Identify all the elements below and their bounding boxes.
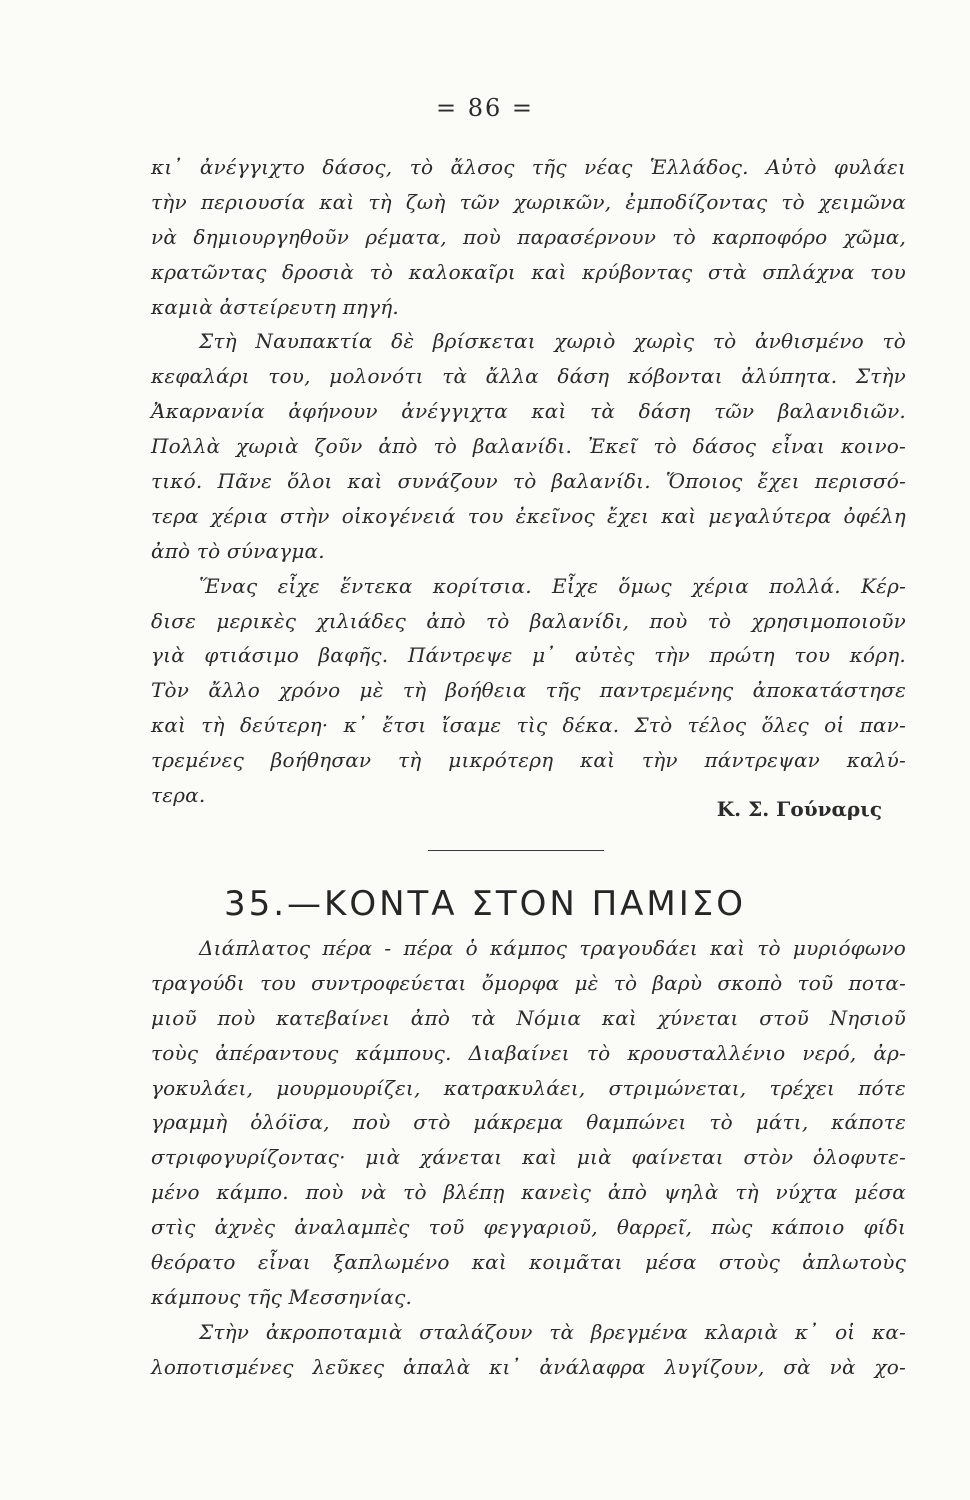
text-line: τρεμένες βοήθησαν τὴ μικρότερη καὶ τὴν πάντρεψαν καλύ- <box>151 748 906 773</box>
text-line: Στὴ Ναυπακτία δὲ βρίσκεται χωριὸ χωρὶς τὸ ἀνθισμένο τὸ <box>199 329 906 354</box>
text-line: τικό. Πᾶνε ὅλοι καὶ συνάζουν τὸ βαλανίδι. Ὅποιος ἔχει περισσό- <box>151 469 906 494</box>
text-line: μιοῦ ποὺ κατεβαίνει ἀπὸ τὰ Νόμια καὶ χύνεται στοῦ Νησιοῦ <box>151 1005 906 1030</box>
text-line: κι᾽ ἀνέγγιχτο δάσος, τὸ ἄλσος τῆς νέας Ἑλλάδος. Αὐτὸ φυλάει <box>151 155 906 179</box>
section-heading: 35.—ΚΟΝΤΑ ΣΤΟΝ ΠΑΜΙΣΟ <box>223 884 747 924</box>
article-body <box>151 931 906 1385</box>
text-line: νὰ δημιουργηθοῦν ρέματα, ποὺ παρασέρνουν τὸ καρποφόρο χῶμα, <box>151 224 906 249</box>
text-line: τερα χέρια στὴν οἰκογένειά του ἐκεῖνος ἔχει καὶ μεγαλύτερα ὀφέλη <box>151 503 906 528</box>
text-line: κεφαλάρι του, μολονότι τὰ ἄλλα δάση κόβονται ἀλύπητα. Στὴν <box>151 364 906 389</box>
text-line: γοκυλάει, μουρμουρίζει, κατρακυλάει, στριμώνεται, τρέχει πότε <box>151 1075 906 1100</box>
text-line: γιὰ φτιάσιμο βαφῆς. Πάντρεψε μ᾽ αὐτὲς τὴν πρώτη του κόρη. <box>151 643 906 668</box>
text-line: στριφογυρίζοντας· μιὰ χάνεται καὶ μιὰ φαίνεται στὸν ὁλοφυτε- <box>151 1145 906 1170</box>
text-line: Διάπλατος πέρα - πέρα ὁ κάμπος τραγουδάει καὶ τὸ μυριόφωνο <box>199 936 906 960</box>
section-divider <box>428 850 604 851</box>
text-line: μένο κάμπο. ποὺ νὰ τὸ βλέπῃ κανεὶς ἀπὸ ψηλὰ τὴ νύχτα μέσα <box>151 1180 906 1205</box>
text-line: δισε μερικὲς χιλιάδες ἀπὸ τὸ βαλανίδι, ποὺ τὸ χρησιμοποιοῦν <box>151 608 906 633</box>
author-signature: Κ. Σ. Γούναρις <box>716 797 882 821</box>
text-line: τοὺς ἀπέραντους κάμπους. Διαβαίνει τὸ κρουσταλλένιο νερό, ἀρ- <box>151 1040 906 1065</box>
text-line: Πολλὰ χωριὰ ζοῦν ἀπὸ τὸ βαλανίδι. Ἐκεῖ τὸ δάσος εἶναι κοινο- <box>151 434 906 459</box>
text-line: θεόρατο εἶναι ξαπλωμένο καὶ κοιμᾶται μέσα στοὺς ἁπλωτοὺς <box>151 1250 906 1275</box>
text-line: καμιὰ ἀστείρευτη πηγή. <box>151 294 399 319</box>
text-line: Ἕνας εἶχε ἕντεκα κορίτσια. Εἶχε ὅμως χέρια πολλά. Κέρ- <box>199 573 906 598</box>
page-number: = 86 = <box>435 94 534 122</box>
text-line: γραμμὴ ὁλόϊσα, ποὺ στὸ μάκρεμα θαμπώνει τὸ μάτι, κάποτε <box>151 1110 906 1135</box>
text-line: τὴν περιουσία καὶ τὴ ζωὴ τῶν χωρικῶν, ἐμποδίζοντας τὸ χειμῶνα <box>151 189 906 214</box>
text-line: στὶς ἀχνὲς ἀναλαμπὲς τοῦ φεγγαριοῦ, θαρρεῖ, πὼς κάποιο φίδι <box>151 1215 906 1240</box>
text-line: καὶ τὴ δεύτερη· κ᾽ ἔτσι ἴσαμε τὶς δέκα. Στὸ τέλος ὅλες οἱ παν- <box>151 713 906 738</box>
text-line: Ἀκαρνανία ἀφήνουν ἀνέγγιχτα καὶ τὰ δάση τῶν βαλανιδιῶν. <box>151 399 906 424</box>
text-line: τραγούδι του συντροφεύεται ὄμορφα μὲ τὸ βαρὺ σκοπὸ τοῦ ποτα- <box>151 970 906 995</box>
text-line: τερα. <box>151 783 206 808</box>
text-line: ἀπὸ τὸ σύναγμα. <box>151 538 325 563</box>
text-line: Στὴν ἀκροποταμιὰ σταλάζουν τὰ βρεγμένα κλαριὰ κ᾽ οἱ κα- <box>199 1319 906 1344</box>
article-body <box>151 150 906 813</box>
text-line: κάμπους τῆς Μεσσηνίας. <box>151 1284 413 1309</box>
text-line: Τὸν ἄλλο χρόνο μὲ τὴ βοήθεια τῆς παντρεμένης ἀποκατάστησε <box>151 678 906 703</box>
text-line: λοποτισμένες λεῦκες ἁπαλὰ κι᾽ ἀνάλαφρα λυγίζουν, σὰ νὰ χο- <box>151 1354 906 1379</box>
text-line: κρατῶντας δροσιὰ τὸ καλοκαῖρι καὶ κρύβοντας στὰ σπλάχνα του <box>151 259 906 284</box>
